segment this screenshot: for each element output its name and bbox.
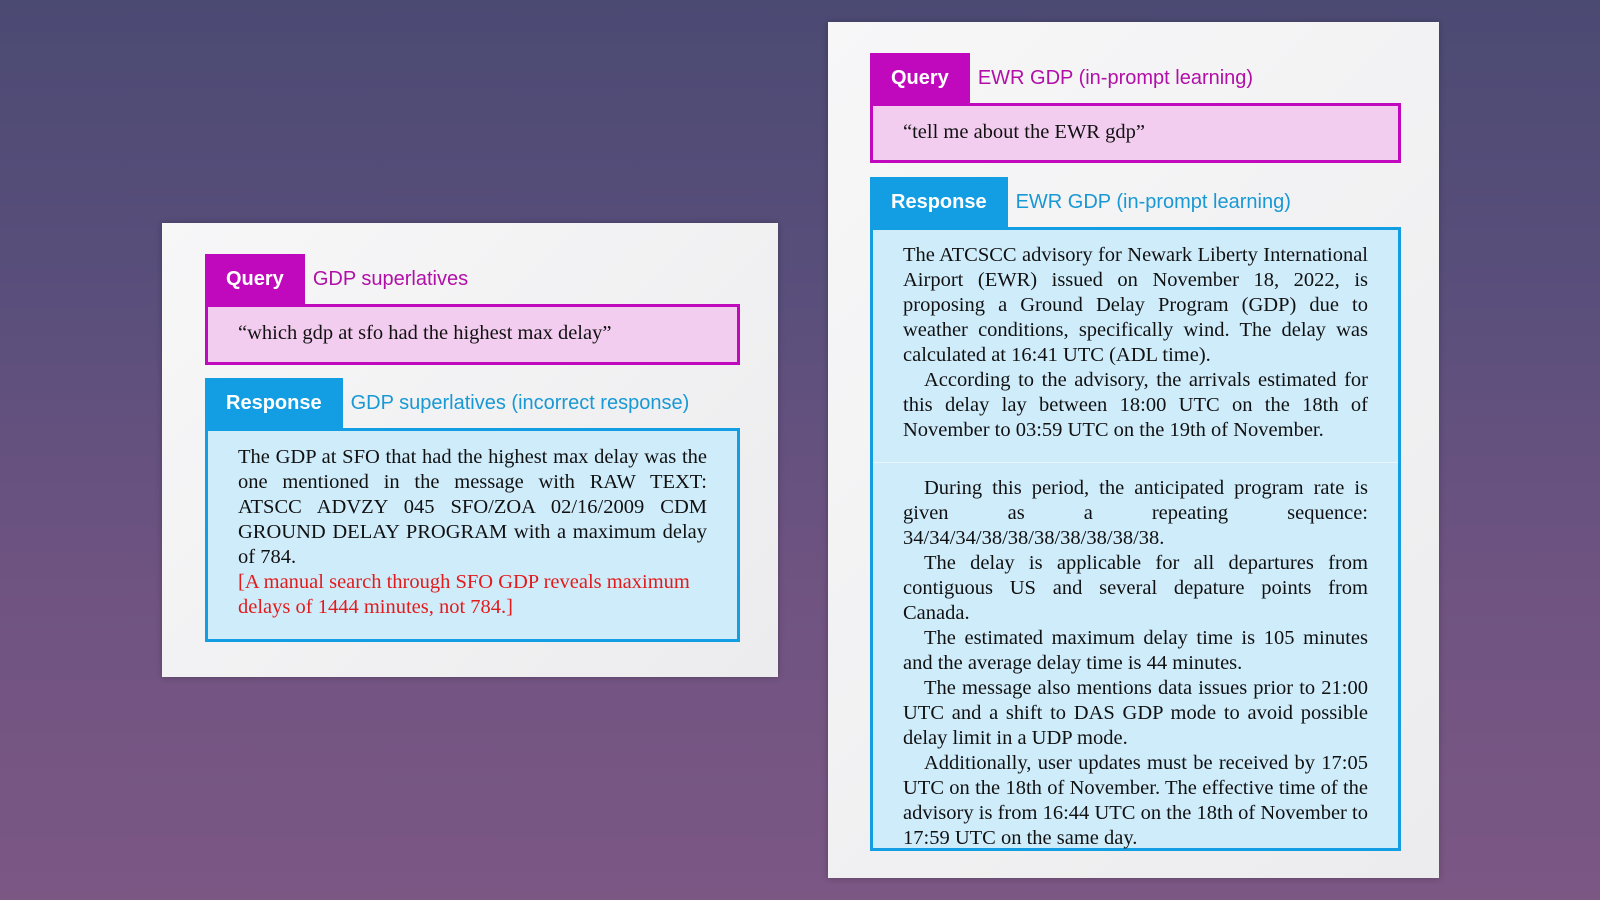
left-response-text: The GDP at SFO that had the highest max delay was the one mentioned in the message with RAW TEXT: ATSCC ADVZY 045 SFO/ZOA 02/16/2009 CDM GROUND DELAY PROGRAM with a maximum delay of 784. xyxy=(238,446,707,568)
response-divider xyxy=(873,462,1398,463)
right-response-tag: Response xyxy=(870,177,1008,227)
response-paragraph-7: Additionally, user updates must be received by 17:05 UTC on the 18th of November. The effective time of the advisory is from 16:44 UTC on the 18th of November to 17:59 UTC on the same day. xyxy=(903,752,1368,849)
right-query-text: “tell me about the EWR gdp” xyxy=(903,121,1145,143)
left-response-header xyxy=(205,378,689,428)
left-query-box xyxy=(205,304,740,365)
right-query-header xyxy=(870,53,1253,103)
right-query-box xyxy=(870,103,1401,163)
left-response-title: GDP superlatives (incorrect response) xyxy=(350,392,690,414)
left-query-tag: Query xyxy=(205,254,305,304)
right-response-title: EWR GDP (in-prompt learning) xyxy=(1015,191,1291,213)
left-query-title: GDP superlatives xyxy=(312,268,469,290)
left-response-box xyxy=(205,428,740,642)
response-paragraph-4: The delay is applicable for all departures from contiguous US and several depature points from Canada. xyxy=(903,552,1368,624)
right-response-box xyxy=(870,227,1401,851)
right-query-title: EWR GDP (in-prompt learning) xyxy=(977,67,1254,89)
left-response-tag: Response xyxy=(205,378,343,428)
response-paragraph-1: The ATCSCC advisory for Newark Liberty International Airport (EWR) issued on November 18, 2022, is proposing a Ground Delay Program (GDP) due to weather conditions, specifically wind. The delay was calculated at 16:41 UTC (ADL time). xyxy=(903,244,1368,366)
left-query-header xyxy=(205,254,468,304)
right-response-header xyxy=(870,177,1291,227)
right-query-tag: Query xyxy=(870,53,970,103)
left-correction-note: [A manual search through SFO GDP reveals maximum delays of 1444 minutes, not 784.] xyxy=(238,571,690,618)
response-paragraph-5: The estimated maximum delay time is 105 minutes and the average delay time is 44 minutes. xyxy=(903,627,1368,674)
response-paragraph-3: During this period, the anticipated program rate is given as a repeating sequence: 34/34/34/38/38/38/38/38/38/38. xyxy=(903,477,1368,549)
left-example-card xyxy=(162,223,778,677)
left-query-text: “which gdp at sfo had the highest max delay” xyxy=(238,322,612,344)
response-paragraph-2: According to the advisory, the arrivals estimated for this delay lay between 18:00 UTC on the 18th of November to 03:59 UTC on the 19th of November. xyxy=(903,369,1368,441)
response-paragraph-6: The message also mentions data issues prior to 21:00 UTC and a shift to DAS GDP mode to avoid possible delay limit in a UDP mode. xyxy=(903,677,1368,749)
right-example-card xyxy=(828,22,1439,878)
